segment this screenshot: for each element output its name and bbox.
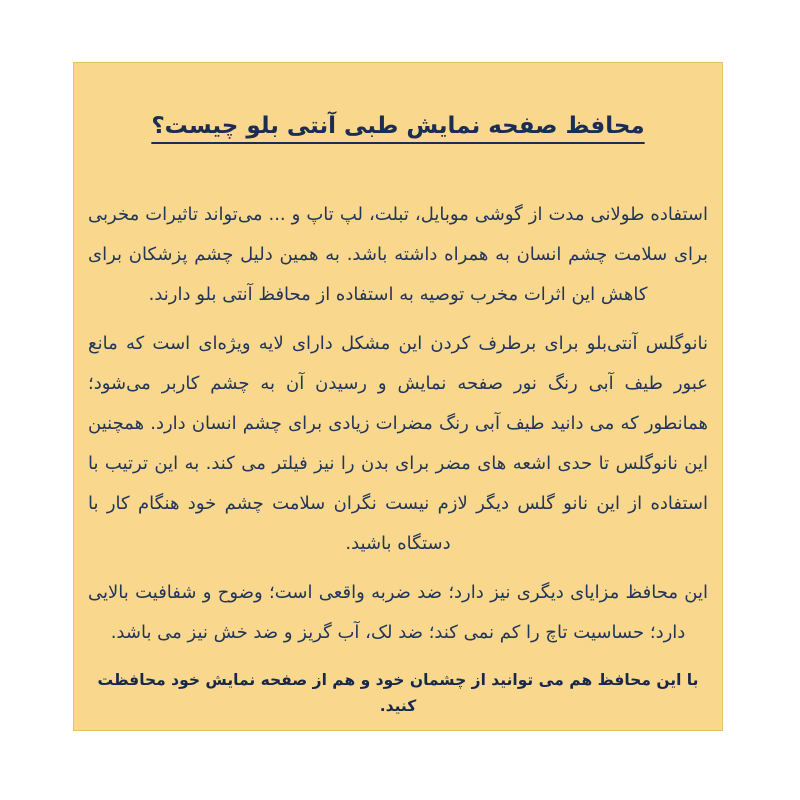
- paragraph-nanoglass-filter: نانوگلس آنتی‌بلو برای برطرف کردن این مشکل دارای لایه ویژه‌ای است که مانع عبور طیف آبی رنگ نور صفحه نمایش و رسیدن آن به چشم کاربر می‌شود؛ همانطور که می دانید طیف آبی رنگ مضرات زیادی برای چشم انسان دارد. همچنین این نانوگلس تا حدی اشعه های مضر برای بدن را نیز فیلتر می کند. به این ترتیب با استفاده از این نانو گلس دیگر لازم نیست نگران سلامت چشم خود هنگام کار با دستگاه باشید.: [88, 333, 708, 554]
- paragraph-other-benefits: این محافظ مزایای دیگری نیز دارد؛ ضد ضربه واقعی است؛ وضوح و شفافیت بالایی دارد؛ حساسیت تاچ را کم نمی کند؛ ضد لک، آب گریز و ضد خش نیز می باشد.: [88, 582, 708, 643]
- paragraph-usage-harm: استفاده طولانی مدت از گوشی موبایل، تبلت، لپ تاپ و ... می‌تواند تاثیرات مخربی برای سلامت چشم انسان به همراه داشته باشد. به همین دلیل چشم پزشکان برای کاهش این اثرات مخرب توصیه به استفاده از محافظ آنتی بلو دارند.: [88, 204, 708, 305]
- page-title: محافظ صفحه نمایش طبی آنتی بلو چیست؟: [151, 113, 645, 139]
- footer-note: با این محافظ هم می توانید از چشمان خود و هم از صفحه نمایش خود محافظت کنید.: [97, 671, 699, 715]
- document-body: [88, 195, 708, 719]
- document-card: [73, 62, 723, 731]
